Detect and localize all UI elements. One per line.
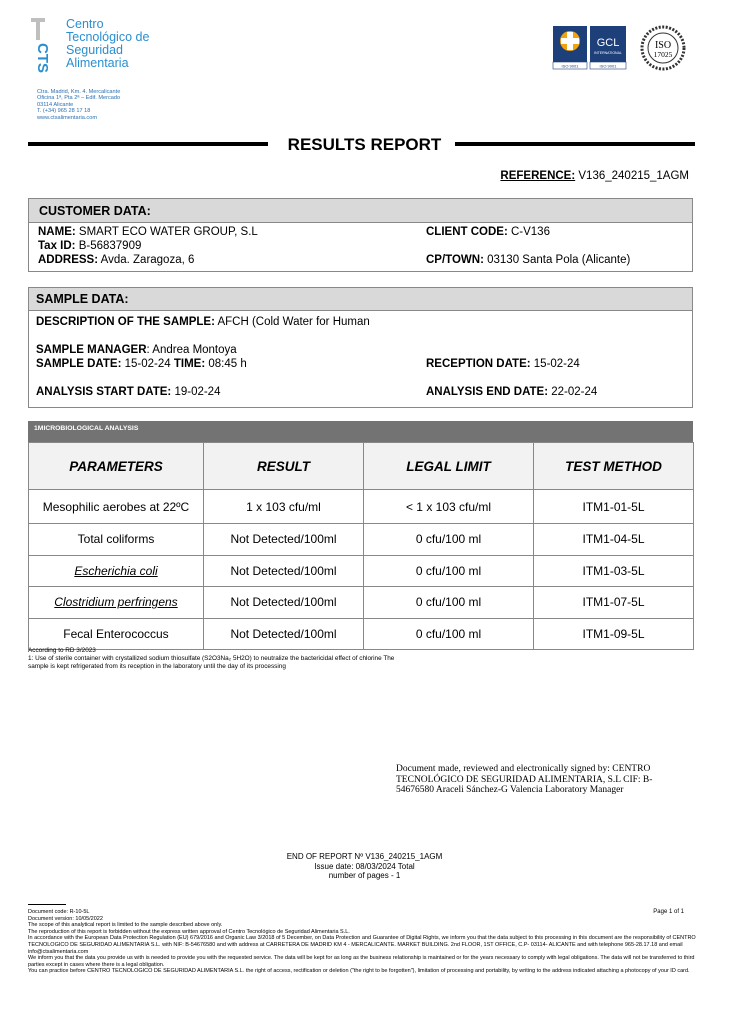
svg-text:ISO 9001: ISO 9001 xyxy=(561,63,579,69)
reference: REFERENCE: V136_240215_1AGM xyxy=(500,170,689,182)
customer-heading: CUSTOMER DATA: xyxy=(29,199,692,223)
table-row xyxy=(29,490,694,524)
customer-name: NAME: SMART ECO WATER GROUP, S.L xyxy=(38,226,258,238)
signature-block: Document made, reviewed and electronically signed by: CENTRO TECNOLÓGICO DE SEGURIDAD ALIMENTARIA, S.L CIF: B-54676580 Araceli Sánchez-G Valencia Laboratory Manager xyxy=(396,764,653,795)
analysis-start-date: ANALYSIS START DATE: 19-02-24 xyxy=(36,386,221,398)
sample-date-time: SAMPLE DATE: 15-02-24 TIME: 08:45 h xyxy=(36,358,247,370)
result-cell: Not Detected/100ml xyxy=(204,524,364,556)
legal-footer: Document code: R-10-5L Document version: 10/05/2022 The scope of this analytical report is limited to the sample described above only. The reproduction of this report is forbidden without the express written approval of Centro Tecnológico de Seguridad Alimentaria S.L. In accordance with the European Data Protection Regulation (EU) 679/2016 and Organic Law 3/2018 of 5 December, on Data Protection and Guarantee of Digital Rights, we inform you that the data subject to this processing in this document are the responsibility of CENTRO TECNOLOGICO DE SEGURIDAD ALIMENTARIA S.L. with NIF: B-54676580 and with address at CARRETERA DE MADRID KM 4 - MERCALICANTE. MARKET BUILDING. 2nd FLOOR, 1ST OFFICE, C.P- 03114- ALICANTE and with telephone 965-28.17.18 and email info@ctsalimentaria.com We inform you that the data you provide us with is needed to provide you with the requested service. The data will be kept for as long as the business relationship is maintained or for the years necessary to comply with legal obligations. The data will not be transferred to third parties except in cases where there is a legal obligation. You can practice before CENTRO TECNOLOGICO DE SEGURIDAD ALIMENTARIA S.L. the right of access, rectification or deletion ("the right to be forgotten"), limitation of processing and portability, by writing to the address indicated attaching a photocopy of your ID card. xyxy=(28,909,696,975)
org-name: Centro Tecnológico de Seguridad Alimentaria xyxy=(66,17,150,70)
iso-17025-seal xyxy=(642,27,684,69)
limit-cell: 0 cfu/100 ml xyxy=(364,618,534,650)
header-test-method: TEST METHOD xyxy=(534,443,694,490)
parameter-cell: Escherichia coli xyxy=(29,555,204,587)
report-title: RESULTS REPORT xyxy=(287,135,442,154)
parameter-cell: Clostridium perfringens xyxy=(29,587,204,619)
table-row xyxy=(29,587,694,619)
limit-cell: < 1 x 103 cfu/ml xyxy=(364,490,534,524)
customer-tax-id: Tax ID: B-56837909 xyxy=(38,240,142,252)
footer-rule xyxy=(28,904,66,905)
results-table xyxy=(28,442,694,650)
limit-cell: 0 cfu/100 ml xyxy=(364,555,534,587)
svg-text:17025: 17025 xyxy=(653,50,673,59)
sample-manager: SAMPLE MANAGER: Andrea Montoya xyxy=(36,344,237,356)
customer-town: CP/TOWN: 03130 Santa Pola (Alicante) xyxy=(426,254,631,266)
result-cell: Not Detected/100ml xyxy=(204,555,364,587)
table-row xyxy=(29,524,694,556)
limit-cell: 0 cfu/100 ml xyxy=(364,587,534,619)
customer-address: ADDRESS: Avda. Zaragoza, 6 xyxy=(38,254,195,266)
parameter-cell: Fecal Enterococcus xyxy=(29,618,204,650)
org-address: Ctra. Madrid, Km. 4. Mercalicante Oficina 1ª, Pta 2ª – Edif. Mercado 03114 Alicante T. (+34) 965 28 17 18 www.ctsalimentaria.com xyxy=(37,89,121,121)
method-cell: ITM1-04-5L xyxy=(534,524,694,556)
svg-text:GCL: GCL xyxy=(596,37,620,49)
end-of-report: END OF REPORT Nº V136_240215_1AGM Issue date: 08/03/2024 Total number of pages - 1 xyxy=(286,852,443,880)
header-parameters: PARAMETERS xyxy=(29,443,204,490)
header-legal-limit: LEGAL LIMIT xyxy=(364,443,534,490)
header-result: RESULT xyxy=(204,443,364,490)
svg-text:ISO: ISO xyxy=(654,40,672,51)
sample-description: DESCRIPTION OF THE SAMPLE: AFCH (Cold Water for Human xyxy=(36,316,370,328)
table-row xyxy=(29,555,694,587)
result-cell: Not Detected/100ml xyxy=(204,587,364,619)
table-row xyxy=(29,618,694,650)
method-cell: ITM1-01-5L xyxy=(534,490,694,524)
analysis-notes: According to RD 3/2023 1: Use of sterile container with crystallized sodium thiosulfate (S2O3Na₂ 5H2O) to neutralize the bactericidal effect of chlorine The sample is kept refrigerated from its reception in the laboratory until the day of its processing xyxy=(28,647,395,670)
method-cell: ITM1-07-5L xyxy=(534,587,694,619)
method-cell: ITM1-03-5L xyxy=(534,555,694,587)
svg-text:INTERNATIONAL: INTERNATIONAL xyxy=(594,51,622,55)
table-header-row xyxy=(29,443,694,490)
cts-logo xyxy=(28,18,51,80)
result-cell: Not Detected/100ml xyxy=(204,618,364,650)
result-cell: 1 x 103 cfu/ml xyxy=(204,490,364,524)
parameter-cell: Mesophilic aerobes at 22ºC xyxy=(29,490,204,524)
certification-logos xyxy=(553,24,689,74)
svg-text:ISO 9001: ISO 9001 xyxy=(599,63,617,69)
analysis-end-date: ANALYSIS END DATE: 22-02-24 xyxy=(426,386,598,398)
method-cell: ITM1-09-5L xyxy=(534,618,694,650)
reception-date: RECEPTION DATE: 15-02-24 xyxy=(426,358,580,370)
sample-heading: SAMPLE DATA: xyxy=(29,288,692,311)
page-number: Page 1 of 1 xyxy=(653,909,684,915)
analysis-title-bar: 1MICROBIOLOGICAL ANALYSIS xyxy=(28,421,693,442)
limit-cell: 0 cfu/100 ml xyxy=(364,524,534,556)
parameter-cell: Total coliforms xyxy=(29,524,204,556)
customer-client-code: CLIENT CODE: C-V136 xyxy=(426,226,550,238)
logo-letters: CTS xyxy=(34,43,51,73)
